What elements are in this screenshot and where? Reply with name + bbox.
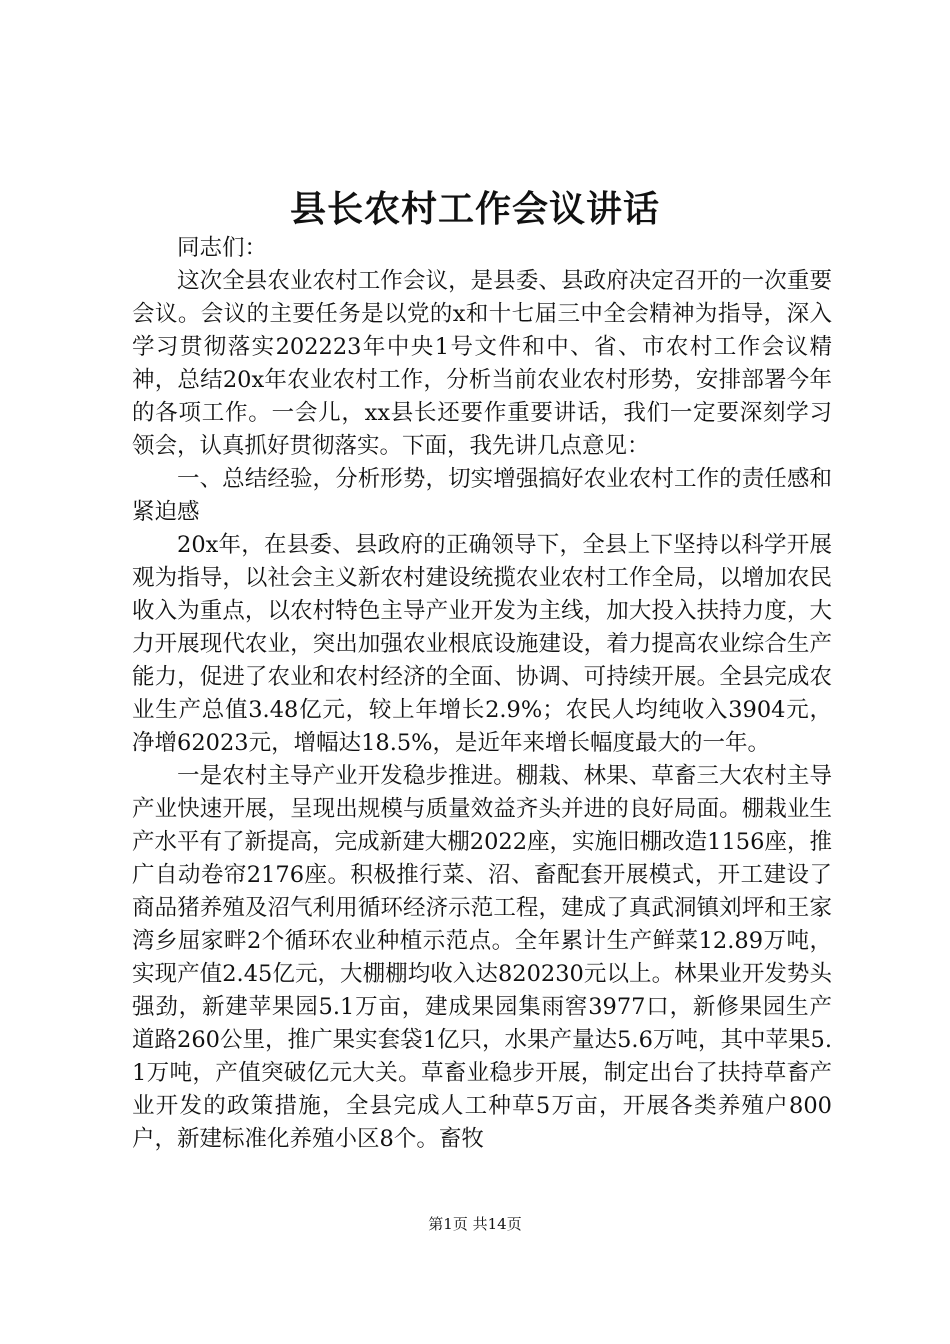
paragraph-summary: 20x年，在县委、县政府的正确领导下，全县上下坚持以科学开展观为指导，以社会主义新农村建设统揽农业农村工作全局，以增加农民收入为重点，以农村特色主导产业开发为主线，加大投入扶持力度，大力开展现代农业，突出加强农业根底设施建设，着力提高农业综合生产能力，促进了农业和农村经济的全面、协调、可持续开展。全县完成农业生产总值3.48亿元，较上年增长2.9%；农民人均纯收入3904元，净增62023元，增幅达18.5%，是近年来增长幅度最大的一年。 bbox=[132, 532, 832, 756]
paragraph-industry: 一是农村主导产业开发稳步推进。棚栽、林果、草畜三大农村主导产业快速开展，呈现出规模与质量效益齐头并进的良好局面。棚栽业生产水平有了新提高，完成新建大棚2022座，实施旧棚改造1156座，推广自动卷帘2176座。积极推行菜、沼、畜配套开展模式，开工建设了商品猪养殖及沼气利用循环经济示范工程，建成了真武洞镇刘坪和王家湾乡屈家畔2个循环农业种植示范点。全年累计生产鲜菜12.89万吨，实现产值2.45亿元，大棚棚均收入达820230元以上。林果业开发势头强劲，新建苹果园5.1万亩，建成果园集雨窖3977口，新修果园生产道路260公里，推广果实套袋1亿只，水果产量达5.6万吨，其中苹果5.1万吨，产值突破亿元大关。草畜业稳步开展，制定出台了扶持草畜产业开发的政策措施，全县完成人工种草5万亩，开展各类养殖户800户，新建标准化养殖小区8个。畜牧 bbox=[132, 763, 832, 1152]
salutation: 同志们： bbox=[177, 235, 268, 261]
document-body bbox=[132, 232, 832, 1156]
section-heading-1: 一、总结经验，分析形势，切实增强搞好农业农村工作的责任感和紧迫感 bbox=[132, 466, 832, 525]
page-number-footer: 第1页 共14页 bbox=[428, 1215, 522, 1233]
paragraph-intro: 这次全县农业农村工作会议，是县委、县政府决定召开的一次重要会议。会议的主要任务是以党的x和十七届三中全会精神为指导，深入学习贯彻落实202223年中央1号文件和中、省、市农村工作会议精神，总结20x年农业农村工作，分析当前农业农村形势，安排部署今年的各项工作。一会儿，xx县长还要作重要讲话，我们一定要深刻学习领会，认真抓好贯彻落实。下面，我先讲几点意见： bbox=[132, 268, 832, 459]
document-title: 县长农村工作会议讲话 bbox=[289, 189, 660, 230]
